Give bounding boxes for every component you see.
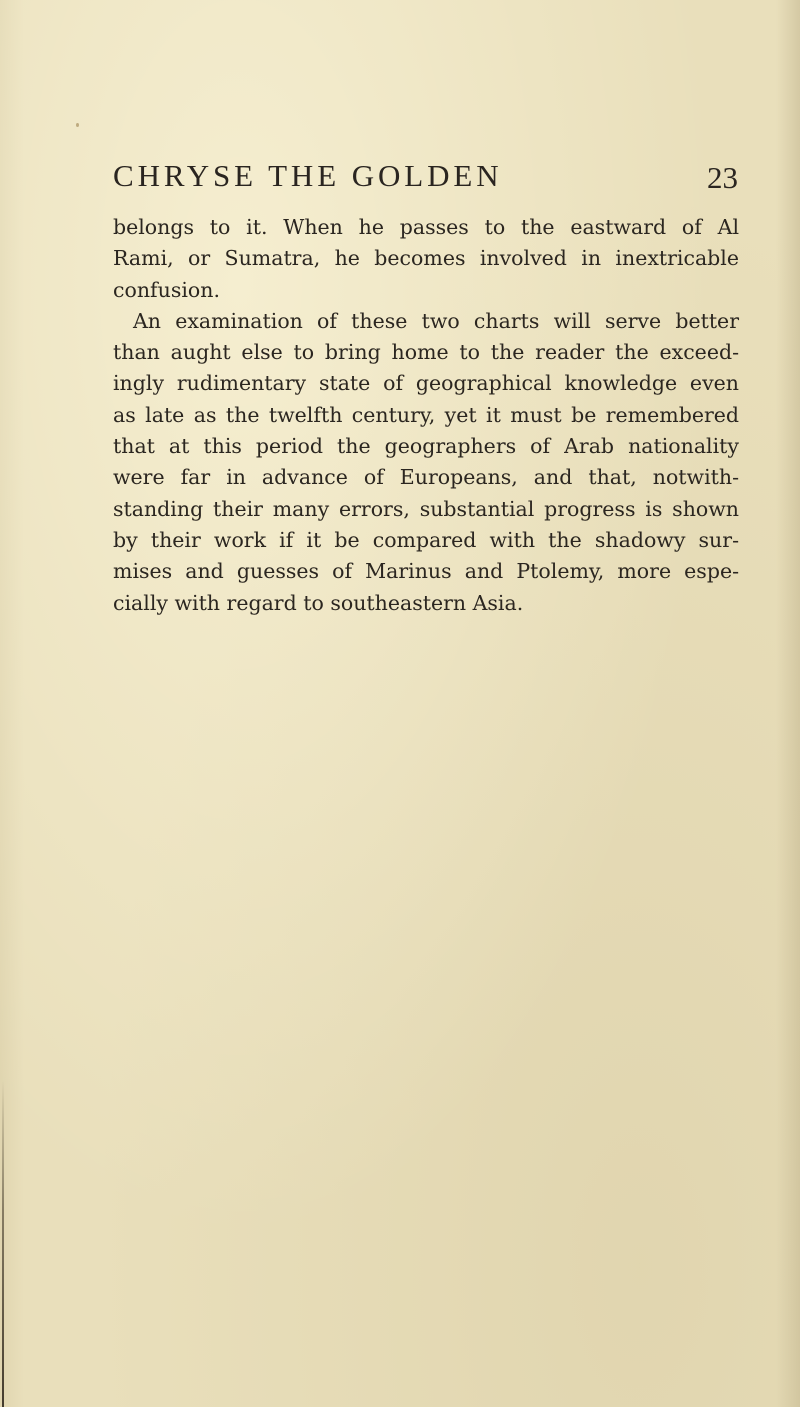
- text-line: cially with regard to southeastern Asia.: [113, 590, 524, 615]
- text-line: Rami, or Sumatra, he becomes involved in inextricable: [113, 246, 739, 271]
- page-number: 23: [707, 160, 738, 195]
- text-line: by their work if it be compared with the shadowy sur-: [113, 527, 739, 552]
- paper-speck: [76, 123, 79, 127]
- text-line: belongs to it. When he passes to the eastward of Al: [113, 215, 739, 239]
- body-text: [113, 212, 739, 619]
- paragraph-first-line: An examination of these two charts will serve better: [133, 308, 739, 333]
- text-line: that at this period the geographers of Arab nationality: [113, 434, 739, 459]
- running-title: CHRYSE THE GOLDEN: [113, 158, 503, 193]
- text-line: confusion.: [113, 277, 220, 302]
- text-line: than aught else to bring home to the reader the exceed-: [113, 340, 739, 365]
- text-line: mises and guesses of Marinus and Ptolemy, more espe-: [113, 559, 739, 584]
- text-line: were far in advance of Europeans, and that, notwith-: [113, 465, 739, 490]
- page-edge-shadow: [2, 1080, 4, 1407]
- text-line: as late as the twelfth century, yet it must be remembered: [113, 402, 739, 427]
- running-head: [113, 160, 738, 200]
- text-line: ingly rudimentary state of geographical knowledge even: [113, 371, 739, 396]
- text-line: standing their many errors, substantial progress is shown: [113, 496, 739, 521]
